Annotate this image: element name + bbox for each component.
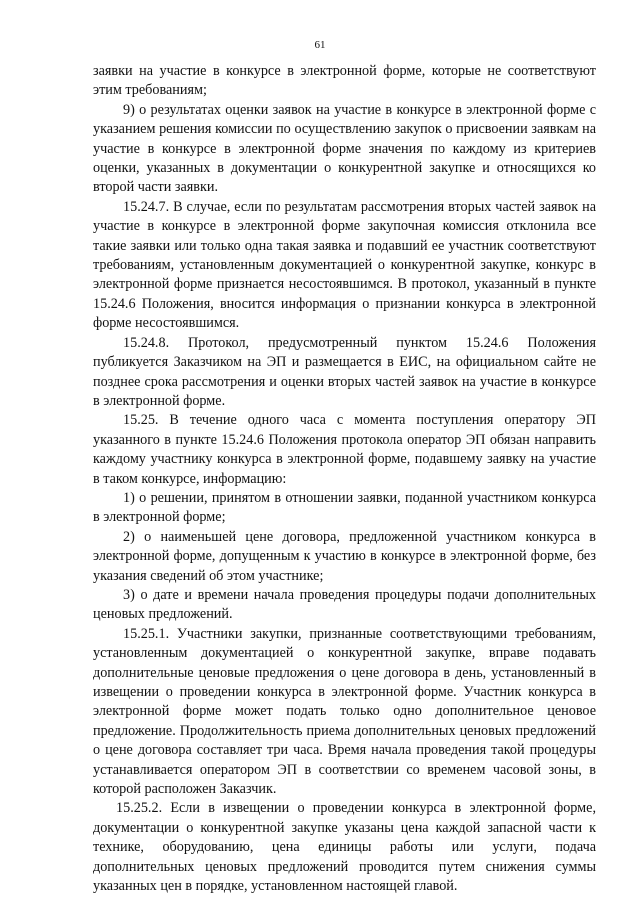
page-number: 61 bbox=[314, 39, 326, 51]
paragraph-15-24-8: 15.24.8. Протокол, предусмотренный пунктом 15.24.6 Положения публикуется Заказчиком на ЭП и размещается в ЕИС, на официальном сайте не позднее срока рассмотрения и оценки вторых частей заявок на участие в конкурсе в электронной форме. bbox=[93, 334, 596, 409]
document-body bbox=[93, 62, 596, 896]
paragraph-15-24-7: 15.24.7. В случае, если по результатам рассмотрения вторых частей заявок на участие в конкурсе в электронной форме закупочная комиссия отклонила все такие заявки или только одна такая заявка и подавший ее участник соответствуют требованиям, установленным документацией о конкурентной закупке, конкурс в электронной форме признается несостоявшимся. В протокол, указанный в пункте 15.24.6 Положения, вносится информация о признании конкурса в электронной форме несостоявшимся. bbox=[93, 198, 596, 332]
paragraph-item-1: 1) о решении, принятом в отношении заявки, поданной участником конкурса в электронной форме; bbox=[93, 489, 596, 526]
paragraph-item-9: 9) о результатах оценки заявок на участие в конкурсе в электронной форме с указанием решения комиссии по осуществлению закупок о присвоении заявкам на участие в конкурсе в электронной форме значения по каждому из критериев оценки, указанных в документации о конкурентной закупке и относящихся ко второй части заявки. bbox=[93, 101, 596, 196]
paragraph-15-25-2: 15.25.2. Если в извещении о проведении конкурса в электронной форме, документации о конкурентной закупке указаны цена каждой запасной части к технике, оборудованию, цена единицы работы или услуги, подача дополнительных ценовых предложений проводится путем снижения суммы указанных цен в порядке, установленном настоящей главой. bbox=[93, 800, 596, 895]
paragraph-15-25: 15.25. В течение одного часа с момента поступления оператору ЭП указанного в пункте 15.24.6 Положения протокола оператор ЭП обязан направить каждому участнику конкурса в электронной форме, подавшему заявку на участие в таком конкурсе, информацию: bbox=[93, 412, 596, 487]
paragraph-continuation: заявки на участие в конкурсе в электронной форме, которые не соответствуют этим требованиям; bbox=[93, 63, 596, 99]
paragraph-item-2: 2) о наименьшей цене договора, предложенной участником конкурса в электронной форме, допущенным к участию в конкурсе в электронной форме, без указания сведений об этом участнике; bbox=[93, 528, 596, 584]
paragraph-item-3: 3) о дате и времени начала проведения процедуры подачи дополнительных ценовых предложений. bbox=[93, 586, 596, 623]
paragraph-15-25-1: 15.25.1. Участники закупки, признанные соответствующими требованиям, установленным документацией о конкурентной закупке, вправе подавать дополнительные ценовые предложения о цене договора в день, установленный в извещении о проведении конкурса в электронной форме. Участник конкурса в электронной форме может подать только одно дополнительное ценовое предложение. Продолжительность приема дополнительных ценовых предложений о цене договора составляет три часа. Время начала проведения такой процедуры устанавливается оператором ЭП в соответствии со временем часовой зоны, в которой расположен Заказчик. bbox=[93, 625, 596, 798]
